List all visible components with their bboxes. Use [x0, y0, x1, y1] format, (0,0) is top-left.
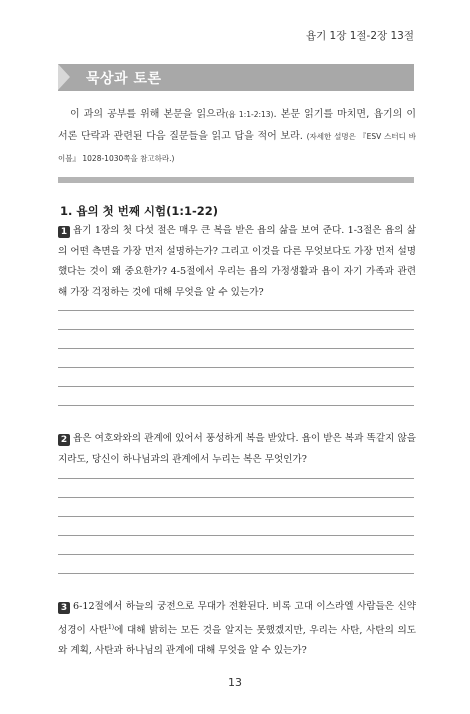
running-head: 욥기 1장 1절-2장 13절 — [305, 30, 414, 42]
answer-line — [58, 386, 414, 387]
answer-line — [58, 329, 414, 330]
question-number-badge: 3 — [58, 602, 70, 614]
answer-line — [58, 497, 414, 498]
question-number-badge: 2 — [58, 434, 70, 446]
answer-line — [58, 478, 414, 479]
intro-text-cont: . 본문 읽기를 마치면, 욥기의 이 서론 단락과 관련된 다음 질문들을 읽고 답을 적어 보라. — [58, 109, 417, 142]
answer-lines-2 — [58, 478, 414, 574]
page-number: 13 — [228, 676, 242, 689]
arrow-icon — [58, 64, 70, 90]
answer-line — [58, 535, 414, 536]
answer-line — [58, 367, 414, 368]
answer-line — [58, 310, 414, 311]
intro-ref: (욥 1:1-2:13) — [225, 110, 274, 119]
question-text: 6-12절에서 하늘의 궁전으로 무대가 전환된다. 비록 고대 이스라엘 사람들은 신약 성경이 사탄 — [58, 601, 416, 636]
answer-line — [58, 405, 414, 406]
intro-text: 이 과의 공부를 위해 본문을 읽으라 — [70, 109, 226, 120]
answer-lines-1 — [58, 310, 414, 406]
answer-line — [58, 573, 414, 574]
question-heading: 1. 욥의 첫 번째 시험(1:1-22) — [60, 204, 219, 218]
question-text: 욥기 1장의 첫 다섯 절은 매우 큰 복을 받은 욥의 삶을 보여 준다. 1-3절은 욥의 삶의 어떤 측면을 가장 먼저 설명하는가? 그리고 이것을 다른 무엇보다도 가장 먼저 설명했다는 것이 왜 중요한가? 4-5절에서 우리는 욥의 가정생활과 욥이 자기 가족과 관련해 가장 걱정하는 것에 대해 무엇을 알 수 있는가? — [58, 225, 416, 298]
question-text: 욥은 여호와와의 관계에 있어서 풍성하게 복을 받았다. 욥이 받은 복과 똑같지 않을지라도, 당신이 하나님과의 관계에서 누리는 복은 무엇인가? — [58, 433, 416, 465]
intro-note: (자세한 설명은 『ESV 스터디 바이블』 1028-1030쪽을 참고하라.) — [58, 132, 416, 163]
answer-line — [58, 516, 414, 517]
section-title-bar — [58, 64, 414, 91]
answer-line — [58, 348, 414, 349]
question-3 — [58, 597, 416, 662]
answer-line — [58, 554, 414, 555]
question-number-badge: 1 — [58, 226, 70, 238]
question-1 — [58, 221, 416, 303]
section-title: 묵상과 토론 — [86, 71, 162, 87]
footnote-marker: 1) — [107, 623, 115, 631]
intro-paragraph — [58, 104, 416, 170]
section-divider — [58, 177, 414, 183]
question-text-cont: 에 대해 밝히는 모든 것을 알지는 못했겠지만, 우리는 사탄, 사탄의 의도와 계획, 사탄과 하나님의 관계에 대해 무엇을 알 수 있는가? — [58, 624, 416, 657]
question-2 — [58, 429, 416, 470]
